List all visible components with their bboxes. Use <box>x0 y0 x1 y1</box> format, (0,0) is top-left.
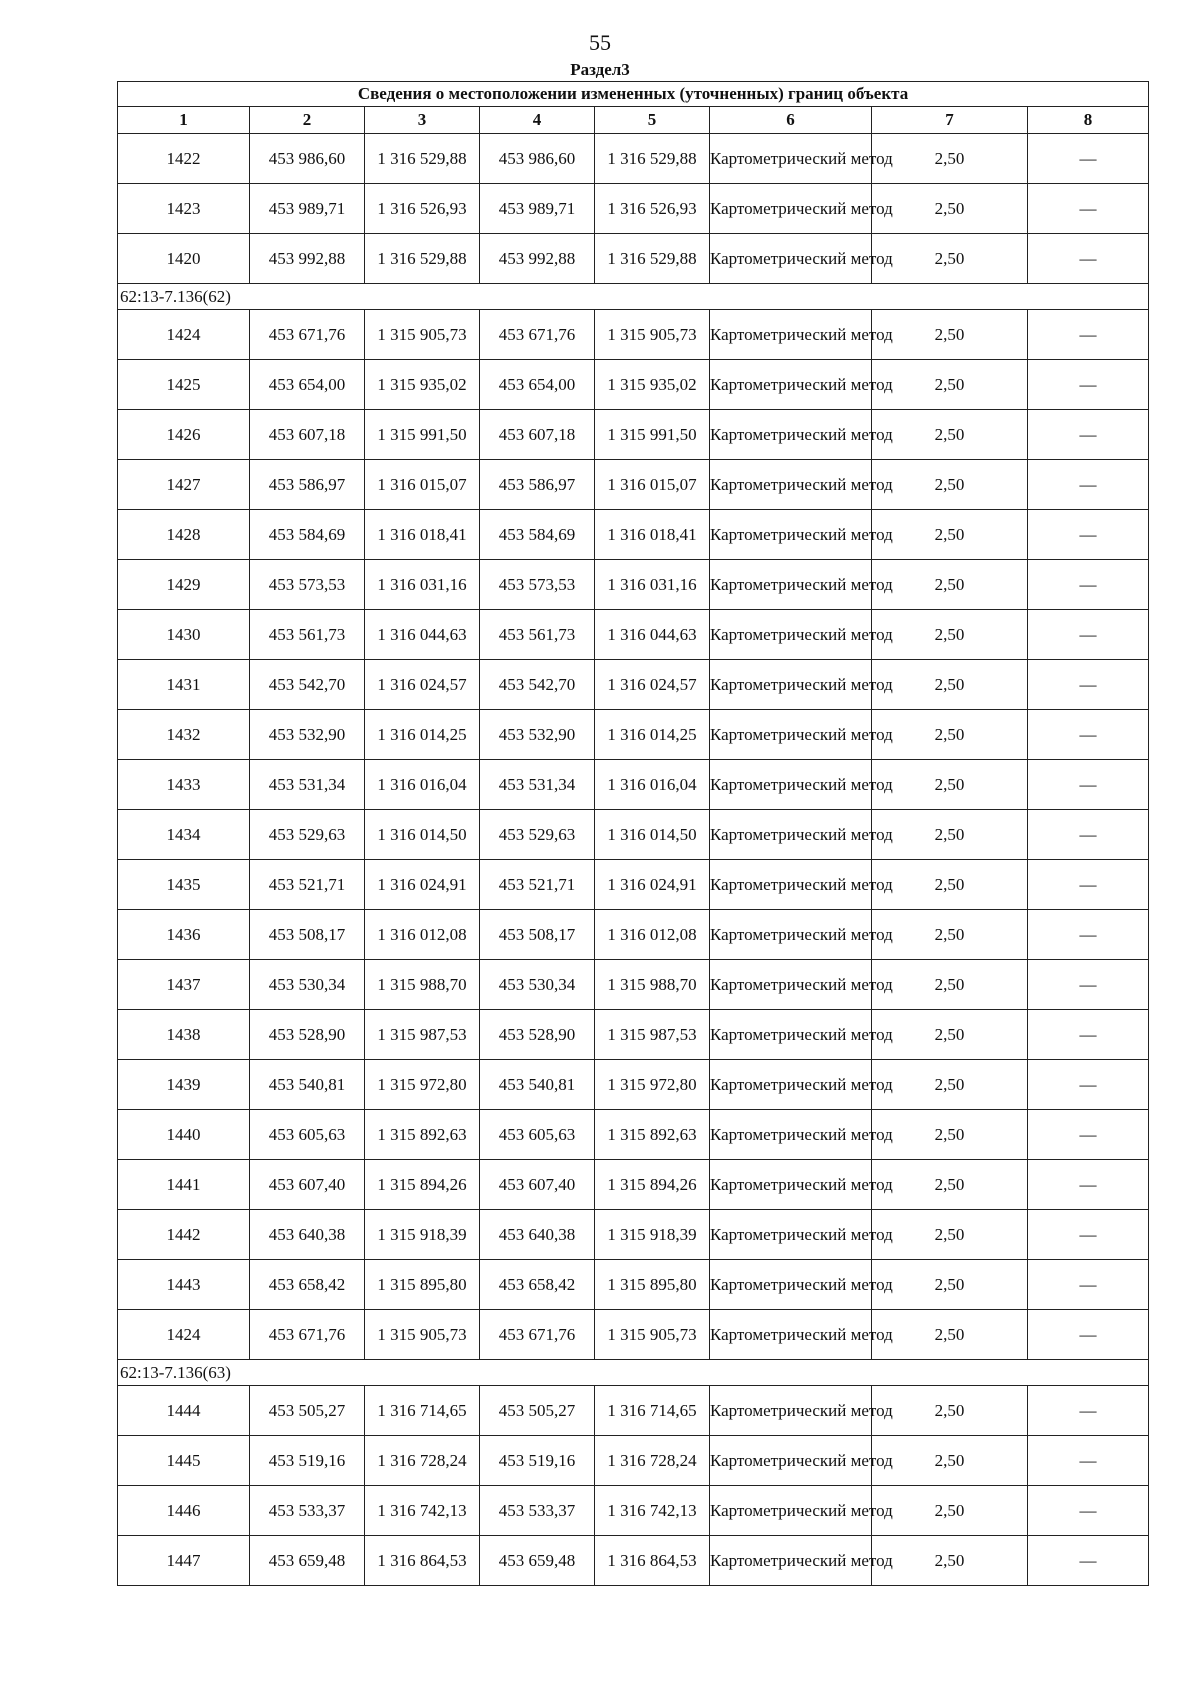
existing-x-cell: 453 529,63 <box>250 810 365 860</box>
existing-y-cell: 1 316 014,50 <box>365 810 480 860</box>
method-cell: Картометрический метод <box>710 1010 872 1060</box>
column-number: 2 <box>250 107 365 134</box>
existing-x-cell: 453 640,38 <box>250 1210 365 1260</box>
existing-x-cell: 453 992,88 <box>250 234 365 284</box>
new-x-cell: 453 658,42 <box>480 1260 595 1310</box>
new-y-cell: 1 315 905,73 <box>595 310 710 360</box>
new-y-cell: 1 316 014,25 <box>595 710 710 760</box>
point-number-cell: 1444 <box>118 1386 250 1436</box>
group-header-row <box>118 284 1149 310</box>
point-number-cell: 1422 <box>118 134 250 184</box>
table-row <box>118 360 1149 410</box>
point-number-cell: 1429 <box>118 560 250 610</box>
accuracy-cell: 2,50 <box>872 910 1028 960</box>
table-row <box>118 610 1149 660</box>
existing-y-cell: 1 315 991,50 <box>365 410 480 460</box>
point-number-cell: 1437 <box>118 960 250 1010</box>
new-x-cell: 453 584,69 <box>480 510 595 560</box>
method-cell: Картометрический метод <box>710 860 872 910</box>
method-cell: Картометрический метод <box>710 134 872 184</box>
accuracy-cell: 2,50 <box>872 760 1028 810</box>
existing-y-cell: 1 316 044,63 <box>365 610 480 660</box>
table-row <box>118 760 1149 810</box>
new-y-cell: 1 315 987,53 <box>595 1010 710 1060</box>
existing-x-cell: 453 671,76 <box>250 1310 365 1360</box>
point-number-cell: 1427 <box>118 460 250 510</box>
method-cell: Картометрический метод <box>710 510 872 560</box>
point-number-cell: 1424 <box>118 310 250 360</box>
description-cell: — <box>1028 660 1149 710</box>
existing-x-cell: 453 519,16 <box>250 1436 365 1486</box>
table-row <box>118 1110 1149 1160</box>
existing-y-cell: 1 315 894,26 <box>365 1160 480 1210</box>
existing-x-cell: 453 573,53 <box>250 560 365 610</box>
table-row <box>118 1010 1149 1060</box>
new-x-cell: 453 640,38 <box>480 1210 595 1260</box>
point-number-cell: 1441 <box>118 1160 250 1210</box>
point-number-cell: 1433 <box>118 760 250 810</box>
method-cell: Картометрический метод <box>710 560 872 610</box>
section-title: Раздел3 <box>570 60 630 79</box>
existing-y-cell: 1 315 935,02 <box>365 360 480 410</box>
new-y-cell: 1 316 031,16 <box>595 560 710 610</box>
accuracy-cell: 2,50 <box>872 234 1028 284</box>
point-number-cell: 1426 <box>118 410 250 460</box>
method-cell: Картометрический метод <box>710 184 872 234</box>
existing-x-cell: 453 607,18 <box>250 410 365 460</box>
method-cell: Картометрический метод <box>710 1436 872 1486</box>
method-cell: Картометрический метод <box>710 960 872 1010</box>
table-row <box>118 184 1149 234</box>
accuracy-cell: 2,50 <box>872 310 1028 360</box>
point-number-cell: 1446 <box>118 1486 250 1536</box>
existing-x-cell: 453 542,70 <box>250 660 365 710</box>
accuracy-cell: 2,50 <box>872 1010 1028 1060</box>
group-header-row <box>118 1360 1149 1386</box>
existing-x-cell: 453 530,34 <box>250 960 365 1010</box>
existing-y-cell: 1 316 012,08 <box>365 910 480 960</box>
accuracy-cell: 2,50 <box>872 1486 1028 1536</box>
new-x-cell: 453 519,16 <box>480 1436 595 1486</box>
table-row <box>118 860 1149 910</box>
accuracy-cell: 2,50 <box>872 660 1028 710</box>
existing-x-cell: 453 586,97 <box>250 460 365 510</box>
existing-y-cell: 1 316 529,88 <box>365 134 480 184</box>
existing-y-cell: 1 316 015,07 <box>365 460 480 510</box>
table-row <box>118 1210 1149 1260</box>
new-y-cell: 1 316 016,04 <box>595 760 710 810</box>
existing-y-cell: 1 315 905,73 <box>365 310 480 360</box>
new-y-cell: 1 316 044,63 <box>595 610 710 660</box>
point-number-cell: 1424 <box>118 1310 250 1360</box>
new-x-cell: 453 671,76 <box>480 1310 595 1360</box>
method-cell: Картометрический метод <box>710 610 872 660</box>
description-cell: — <box>1028 510 1149 560</box>
method-cell: Картометрический метод <box>710 460 872 510</box>
point-number-cell: 1425 <box>118 360 250 410</box>
table-row <box>118 1310 1149 1360</box>
description-cell: — <box>1028 760 1149 810</box>
description-cell: — <box>1028 1536 1149 1586</box>
accuracy-cell: 2,50 <box>872 1110 1028 1160</box>
parcel-number-label: 62:13-7.136(63) <box>118 1360 1149 1386</box>
new-y-cell: 1 316 024,57 <box>595 660 710 710</box>
boundary-coordinates-table <box>117 81 1149 1586</box>
method-cell: Картометрический метод <box>710 360 872 410</box>
table-row <box>118 1060 1149 1110</box>
description-cell: — <box>1028 234 1149 284</box>
new-y-cell: 1 315 892,63 <box>595 1110 710 1160</box>
column-number: 7 <box>872 107 1028 134</box>
existing-x-cell: 453 658,42 <box>250 1260 365 1310</box>
new-y-cell: 1 315 894,26 <box>595 1160 710 1210</box>
accuracy-cell: 2,50 <box>872 1386 1028 1436</box>
existing-y-cell: 1 316 018,41 <box>365 510 480 560</box>
new-x-cell: 453 508,17 <box>480 910 595 960</box>
method-cell: Картометрический метод <box>710 1160 872 1210</box>
existing-y-cell: 1 315 918,39 <box>365 1210 480 1260</box>
existing-x-cell: 453 532,90 <box>250 710 365 760</box>
new-x-cell: 453 531,34 <box>480 760 595 810</box>
new-x-cell: 453 607,18 <box>480 410 595 460</box>
table-row <box>118 1536 1149 1586</box>
existing-x-cell: 453 659,48 <box>250 1536 365 1586</box>
existing-x-cell: 453 505,27 <box>250 1386 365 1436</box>
existing-x-cell: 453 508,17 <box>250 910 365 960</box>
existing-y-cell: 1 316 014,25 <box>365 710 480 760</box>
method-cell: Картометрический метод <box>710 1210 872 1260</box>
existing-x-cell: 453 989,71 <box>250 184 365 234</box>
existing-x-cell: 453 607,40 <box>250 1160 365 1210</box>
accuracy-cell: 2,50 <box>872 1160 1028 1210</box>
method-cell: Картометрический метод <box>710 1386 872 1436</box>
table-row <box>118 960 1149 1010</box>
existing-x-cell: 453 540,81 <box>250 1060 365 1110</box>
point-number-cell: 1445 <box>118 1436 250 1486</box>
point-number-cell: 1430 <box>118 610 250 660</box>
table-caption-row <box>118 82 1149 107</box>
description-cell: — <box>1028 460 1149 510</box>
existing-x-cell: 453 584,69 <box>250 510 365 560</box>
column-number: 4 <box>480 107 595 134</box>
existing-x-cell: 453 671,76 <box>250 310 365 360</box>
new-y-cell: 1 315 972,80 <box>595 1060 710 1110</box>
method-cell: Картометрический метод <box>710 310 872 360</box>
accuracy-cell: 2,50 <box>872 134 1028 184</box>
table-row <box>118 1386 1149 1436</box>
accuracy-cell: 2,50 <box>872 1210 1028 1260</box>
method-cell: Картометрический метод <box>710 660 872 710</box>
new-y-cell: 1 315 918,39 <box>595 1210 710 1260</box>
description-cell: — <box>1028 1486 1149 1536</box>
new-x-cell: 453 989,71 <box>480 184 595 234</box>
accuracy-cell: 2,50 <box>872 560 1028 610</box>
accuracy-cell: 2,50 <box>872 710 1028 760</box>
new-y-cell: 1 316 742,13 <box>595 1486 710 1536</box>
existing-x-cell: 453 521,71 <box>250 860 365 910</box>
accuracy-cell: 2,50 <box>872 410 1028 460</box>
existing-y-cell: 1 316 024,91 <box>365 860 480 910</box>
accuracy-cell: 2,50 <box>872 1436 1028 1486</box>
description-cell: — <box>1028 1210 1149 1260</box>
new-x-cell: 453 529,63 <box>480 810 595 860</box>
method-cell: Картометрический метод <box>710 234 872 284</box>
new-y-cell: 1 316 526,93 <box>595 184 710 234</box>
description-cell: — <box>1028 1436 1149 1486</box>
method-cell: Картометрический метод <box>710 1260 872 1310</box>
new-y-cell: 1 315 988,70 <box>595 960 710 1010</box>
new-x-cell: 453 533,37 <box>480 1486 595 1536</box>
table-row <box>118 234 1149 284</box>
new-x-cell: 453 659,48 <box>480 1536 595 1586</box>
column-number-row <box>118 107 1149 134</box>
new-y-cell: 1 316 024,91 <box>595 860 710 910</box>
description-cell: — <box>1028 810 1149 860</box>
table-row <box>118 1260 1149 1310</box>
accuracy-cell: 2,50 <box>872 610 1028 660</box>
existing-y-cell: 1 316 728,24 <box>365 1436 480 1486</box>
new-x-cell: 453 573,53 <box>480 560 595 610</box>
existing-y-cell: 1 316 714,65 <box>365 1386 480 1436</box>
new-x-cell: 453 521,71 <box>480 860 595 910</box>
table-caption: Сведения о местоположении измененных (уточненных) границ объекта <box>118 82 1149 107</box>
accuracy-cell: 2,50 <box>872 960 1028 1010</box>
new-y-cell: 1 316 529,88 <box>595 234 710 284</box>
point-number-cell: 1428 <box>118 510 250 560</box>
new-y-cell: 1 315 991,50 <box>595 410 710 460</box>
new-y-cell: 1 315 895,80 <box>595 1260 710 1310</box>
description-cell: — <box>1028 910 1149 960</box>
method-cell: Картометрический метод <box>710 1536 872 1586</box>
new-x-cell: 453 654,00 <box>480 360 595 410</box>
point-number-cell: 1420 <box>118 234 250 284</box>
column-number: 3 <box>365 107 480 134</box>
point-number-cell: 1442 <box>118 1210 250 1260</box>
accuracy-cell: 2,50 <box>872 1060 1028 1110</box>
accuracy-cell: 2,50 <box>872 184 1028 234</box>
parcel-number-label: 62:13-7.136(62) <box>118 284 1149 310</box>
table-row <box>118 310 1149 360</box>
table-body <box>118 134 1149 1586</box>
point-number-cell: 1423 <box>118 184 250 234</box>
point-number-cell: 1447 <box>118 1536 250 1586</box>
table-row <box>118 134 1149 184</box>
new-x-cell: 453 992,88 <box>480 234 595 284</box>
existing-x-cell: 453 654,00 <box>250 360 365 410</box>
description-cell: — <box>1028 1110 1149 1160</box>
existing-y-cell: 1 316 016,04 <box>365 760 480 810</box>
table-row <box>118 1160 1149 1210</box>
new-y-cell: 1 316 714,65 <box>595 1386 710 1436</box>
accuracy-cell: 2,50 <box>872 360 1028 410</box>
existing-y-cell: 1 315 987,53 <box>365 1010 480 1060</box>
table-row <box>118 1436 1149 1486</box>
description-cell: — <box>1028 610 1149 660</box>
page-number: 55 <box>589 30 611 55</box>
method-cell: Картометрический метод <box>710 1310 872 1360</box>
existing-x-cell: 453 531,34 <box>250 760 365 810</box>
new-x-cell: 453 586,97 <box>480 460 595 510</box>
new-y-cell: 1 316 728,24 <box>595 1436 710 1486</box>
description-cell: — <box>1028 310 1149 360</box>
table-row <box>118 910 1149 960</box>
existing-y-cell: 1 316 031,16 <box>365 560 480 610</box>
new-y-cell: 1 316 529,88 <box>595 134 710 184</box>
point-number-cell: 1440 <box>118 1110 250 1160</box>
existing-y-cell: 1 316 526,93 <box>365 184 480 234</box>
new-x-cell: 453 530,34 <box>480 960 595 1010</box>
existing-x-cell: 453 986,60 <box>250 134 365 184</box>
method-cell: Картометрический метод <box>710 410 872 460</box>
description-cell: — <box>1028 1010 1149 1060</box>
new-x-cell: 453 986,60 <box>480 134 595 184</box>
new-x-cell: 453 607,40 <box>480 1160 595 1210</box>
existing-y-cell: 1 315 988,70 <box>365 960 480 1010</box>
existing-y-cell: 1 316 742,13 <box>365 1486 480 1536</box>
method-cell: Картометрический метод <box>710 810 872 860</box>
existing-y-cell: 1 316 864,53 <box>365 1536 480 1586</box>
new-y-cell: 1 315 935,02 <box>595 360 710 410</box>
new-x-cell: 453 605,63 <box>480 1110 595 1160</box>
column-number: 8 <box>1028 107 1149 134</box>
point-number-cell: 1439 <box>118 1060 250 1110</box>
accuracy-cell: 2,50 <box>872 860 1028 910</box>
description-cell: — <box>1028 1260 1149 1310</box>
accuracy-cell: 2,50 <box>872 1260 1028 1310</box>
new-y-cell: 1 316 015,07 <box>595 460 710 510</box>
point-number-cell: 1435 <box>118 860 250 910</box>
description-cell: — <box>1028 134 1149 184</box>
new-x-cell: 453 671,76 <box>480 310 595 360</box>
description-cell: — <box>1028 1060 1149 1110</box>
accuracy-cell: 2,50 <box>872 810 1028 860</box>
table-row <box>118 510 1149 560</box>
description-cell: — <box>1028 560 1149 610</box>
new-y-cell: 1 316 018,41 <box>595 510 710 560</box>
table-row <box>118 810 1149 860</box>
new-x-cell: 453 532,90 <box>480 710 595 760</box>
table-row <box>118 1486 1149 1536</box>
accuracy-cell: 2,50 <box>872 460 1028 510</box>
accuracy-cell: 2,50 <box>872 510 1028 560</box>
new-x-cell: 453 528,90 <box>480 1010 595 1060</box>
new-y-cell: 1 316 014,50 <box>595 810 710 860</box>
new-x-cell: 453 561,73 <box>480 610 595 660</box>
new-y-cell: 1 315 905,73 <box>595 1310 710 1360</box>
description-cell: — <box>1028 860 1149 910</box>
table-row <box>118 460 1149 510</box>
description-cell: — <box>1028 360 1149 410</box>
method-cell: Картометрический метод <box>710 1060 872 1110</box>
point-number-cell: 1436 <box>118 910 250 960</box>
point-number-cell: 1438 <box>118 1010 250 1060</box>
existing-y-cell: 1 315 972,80 <box>365 1060 480 1110</box>
description-cell: — <box>1028 710 1149 760</box>
new-x-cell: 453 542,70 <box>480 660 595 710</box>
table-row <box>118 560 1149 610</box>
new-x-cell: 453 540,81 <box>480 1060 595 1110</box>
table-row <box>118 710 1149 760</box>
existing-x-cell: 453 533,37 <box>250 1486 365 1536</box>
existing-y-cell: 1 315 892,63 <box>365 1110 480 1160</box>
table-row <box>118 660 1149 710</box>
accuracy-cell: 2,50 <box>872 1310 1028 1360</box>
existing-y-cell: 1 316 529,88 <box>365 234 480 284</box>
description-cell: — <box>1028 184 1149 234</box>
description-cell: — <box>1028 410 1149 460</box>
point-number-cell: 1434 <box>118 810 250 860</box>
method-cell: Картометрический метод <box>710 710 872 760</box>
column-number: 1 <box>118 107 250 134</box>
point-number-cell: 1432 <box>118 710 250 760</box>
existing-x-cell: 453 605,63 <box>250 1110 365 1160</box>
description-cell: — <box>1028 960 1149 1010</box>
description-cell: — <box>1028 1310 1149 1360</box>
table-row <box>118 410 1149 460</box>
new-y-cell: 1 316 864,53 <box>595 1536 710 1586</box>
existing-x-cell: 453 561,73 <box>250 610 365 660</box>
description-cell: — <box>1028 1386 1149 1436</box>
existing-x-cell: 453 528,90 <box>250 1010 365 1060</box>
method-cell: Картометрический метод <box>710 760 872 810</box>
existing-y-cell: 1 315 895,80 <box>365 1260 480 1310</box>
existing-y-cell: 1 315 905,73 <box>365 1310 480 1360</box>
new-x-cell: 453 505,27 <box>480 1386 595 1436</box>
point-number-cell: 1443 <box>118 1260 250 1310</box>
method-cell: Картометрический метод <box>710 1486 872 1536</box>
point-number-cell: 1431 <box>118 660 250 710</box>
description-cell: — <box>1028 1160 1149 1210</box>
new-y-cell: 1 316 012,08 <box>595 910 710 960</box>
column-number: 6 <box>710 107 872 134</box>
method-cell: Картометрический метод <box>710 1110 872 1160</box>
column-number: 5 <box>595 107 710 134</box>
existing-y-cell: 1 316 024,57 <box>365 660 480 710</box>
method-cell: Картометрический метод <box>710 910 872 960</box>
accuracy-cell: 2,50 <box>872 1536 1028 1586</box>
